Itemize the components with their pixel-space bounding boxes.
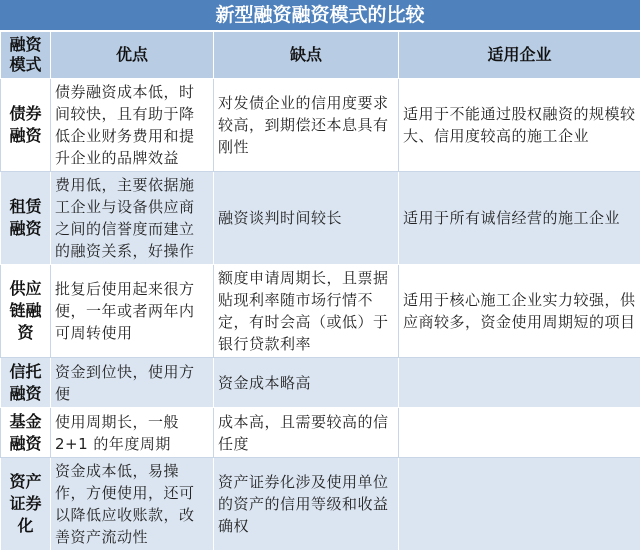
row-cons: 对发债企业的信用度要求较高，到期偿还本息具有刚性: [214, 79, 399, 172]
row-fit: [399, 458, 640, 551]
row-cons: 资金成本略高: [214, 358, 399, 408]
row-cons: 融资谈判时间较长: [214, 172, 399, 265]
header-fit: 适用企业: [399, 32, 640, 79]
table-row: [1, 79, 640, 172]
row-pros: 资金到位快，使用方便: [51, 358, 214, 408]
row-cons: 资产证券化涉及使用单位的资产的信用等级和收益确权: [214, 458, 399, 551]
header-row: [1, 32, 640, 79]
table-row: [1, 172, 640, 265]
table-row: [1, 408, 640, 458]
row-fit: 适用于不能通过股权融资的规模较大、信用度较高的施工企业: [399, 79, 640, 172]
header-cons: 缺点: [214, 32, 399, 79]
table-row: [1, 458, 640, 551]
row-pros: 债券融资成本低，时间较快，且有助于降低企业财务费用和提升企业的品牌效益: [51, 79, 214, 172]
row-mode: 信托融资: [1, 358, 51, 408]
row-fit: [399, 358, 640, 408]
row-mode: 供应链融资: [1, 265, 51, 358]
row-mode: 债券融资: [1, 79, 51, 172]
row-pros: 费用低，主要依据施工企业与设备供应商之间的信誉度而建立的融资关系，好操作: [51, 172, 214, 265]
row-pros: 使用周期长，一般2+1 的年度周期: [51, 408, 214, 458]
row-cons: 额度申请周期长，且票据贴现利率随市场行情不定，有时会高（或低）于银行贷款利率: [214, 265, 399, 358]
row-mode: 租赁融资: [1, 172, 51, 265]
row-fit: [399, 408, 640, 458]
header-mode: 融资模式: [1, 32, 51, 79]
table-title: 新型融资融资模式的比较: [0, 0, 640, 31]
row-pros: 资金成本低，易操作，方便使用，还可以降低应收账款，改善资产流动性: [51, 458, 214, 551]
row-mode: 基金融资: [1, 408, 51, 458]
row-pros: 批复后使用起来很方便，一年或者两年内可周转使用: [51, 265, 214, 358]
table-row: [1, 265, 640, 358]
row-mode: 资产证券化: [1, 458, 51, 551]
row-fit: 适用于核心施工企业实力较强，供应商较多，资金使用周期短的项目: [399, 265, 640, 358]
table-row: [1, 358, 640, 408]
comparison-table: [0, 31, 640, 551]
header-pros: 优点: [51, 32, 214, 79]
row-cons: 成本高，且需要较高的信任度: [214, 408, 399, 458]
row-fit: 适用于所有诚信经营的施工企业: [399, 172, 640, 265]
